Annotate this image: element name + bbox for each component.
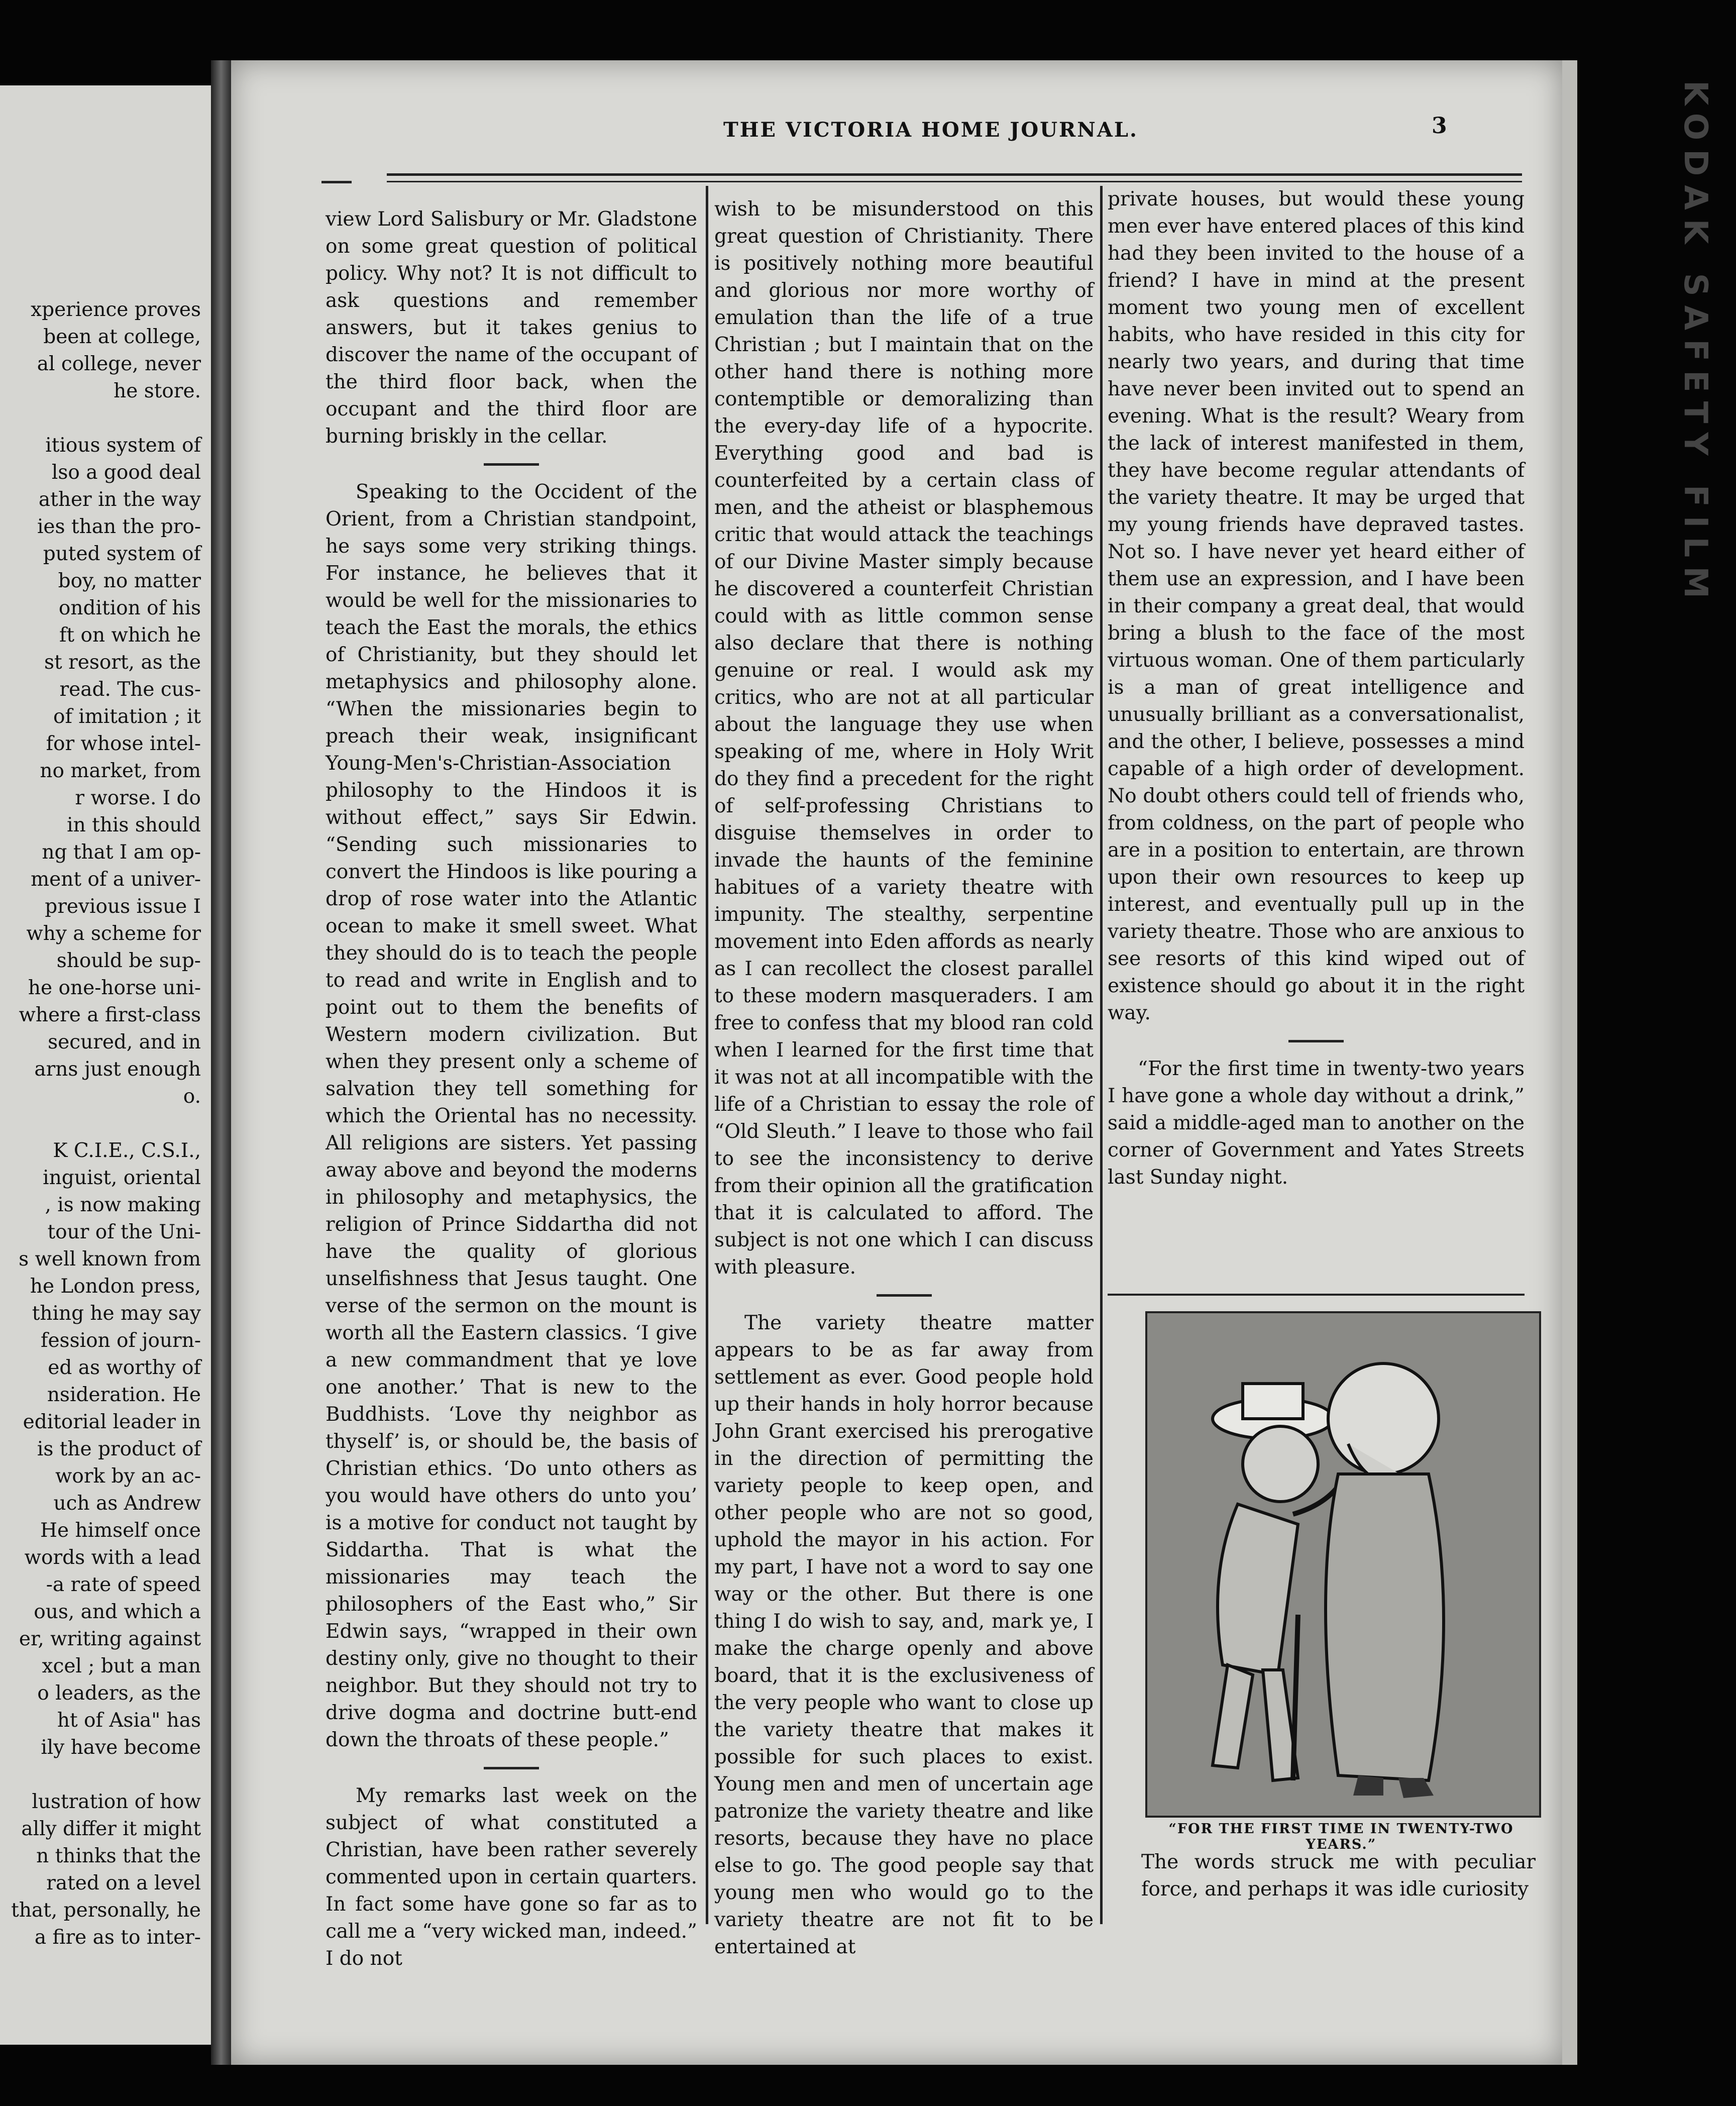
facing-page-line: ous, and which a [34, 1601, 201, 1623]
facing-page-line: lustration of how [32, 1791, 201, 1813]
facing-page-line: a fire as to inter- [34, 1926, 201, 1949]
illustration-caption: “FOR THE FIRST TIME IN TWENTY-TWO YEARS.” [1168, 1821, 1514, 1852]
column-3-continued [1141, 1849, 1536, 1903]
facing-page-line: tour of the Uni- [47, 1221, 201, 1243]
col1-paragraph-2: Speaking to the Occident of the Orient, from a Christian standpoint, he says some very striking things. For instance, he believes that it would be well for the missionaries to teach the East the morals, the ethics of Christianity, but they should let metaphysics and philosophy alone. “When the missionaries begin to preach their weak, insignificant Young-Men's-Christian-Association philosophy to the Hindoos it is without effect,” says Sir Edwin. “Sending such missionaries to convert the Hindoos is like pouring a drop of rose water into the Atlantic ocean to make it smell sweet. What they should do is to teach the people to read and write in English and to point out to them the benefits of Western modern civilization. But when they present only a scheme of salvation they tell something for which the Oriental has no necessity. All religions are sisters. Yet passing away above and beyond the moderns in philosophy and metaphysics, the religion of Prince Siddartha did not have the quality of glorious unselfishness that Jesus taught. One verse of the sermon on the mount is worth all the Eastern classics. ‘I give a new commandment that ye love one another.’ That is new to the Buddhists. ‘Love thy neighbor as thyself’ is, or should be, the basis of Christian ethics. ‘Do unto others as you would have others do unto you’ is a motive for conduct not taught by Siddartha. That is what the missionaries may teach the philosophers of the East who,” Sir Edwin says, “wrapped in their own destiny only, give no thought to their neighbor. But they should not try to drive dogma and doctrine butt-end down the throats of these people.” [325, 481, 697, 1751]
facing-page-line: r worse. I do [75, 787, 201, 809]
facing-page-line: ment of a univer- [31, 868, 201, 891]
page-edge [1562, 60, 1577, 2065]
facing-page-line: arns just enough [34, 1058, 201, 1081]
col3-paragraph-2: “For the first time in twenty-two years I have gone a whole day without a drink,” said a middle-aged man to another on the corner of Government and Yates Streets last Sunday night. [1108, 1058, 1525, 1189]
facing-page-line: should be sup- [56, 950, 201, 972]
facing-page-line: xcel ; but a man [42, 1655, 201, 1677]
facing-page-line: n thinks that the [36, 1845, 201, 1867]
facing-page-line: secured, and in [48, 1031, 201, 1054]
facing-page-line: s well known from [19, 1248, 201, 1271]
section-divider [484, 1767, 539, 1769]
section-divider [1288, 1040, 1344, 1042]
section-divider [484, 463, 539, 466]
facing-page-line: ft on which he [59, 624, 201, 647]
facing-page-line: of imitation ; it [53, 705, 201, 728]
two-men-cartoon [1147, 1313, 1539, 1816]
facing-page-line: why a scheme for [26, 922, 201, 945]
facing-page-line: ily have become [41, 1736, 201, 1759]
facing-page-line: is the product of [37, 1438, 201, 1460]
facing-page-line: xperience proves [31, 298, 201, 321]
col1-paragraph-3: My remarks last week on the subject of what constituted a Christian, have been rather severely commented upon in certain quarters. In fact some have gone so far as to call me a “very wicked man, indeed.” I do not [325, 1784, 697, 1970]
facing-page-line: fession of journ- [41, 1329, 201, 1352]
column-rule-1 [706, 186, 708, 1924]
col3-paragraph-1: private houses, but would these young men ever have entered places of this kind had they been invited to the house of a friend? I have in mind at the present moment two young men of excellent habits, who have resided in this city for nearly two years, and during that time have never been invited out to spend an evening. What is the result? Weary from the lack of interest manifested in them, they have become regular attendants of the variety theatre. It may be urged that my young friends have depraved tastes. Not so. I have never yet heard either of them use an expression, and I have been in their company a great deal, that would bring a blush to the face of the most virtuous woman. One of them particularly is a man of great intelligence and unusually brilliant as a conversationalist, and the other, I believe, possesses a mind capable of a high order of development. No doubt others could tell of friends who, from coldness, on the part of people who are in a position to entertain, are thrown upon their own resources to keep up interest, and eventually pull up in the variety theatre. Those who are anxious to see resorts of this kind wiped out of existence should go about it in the right way. [1108, 188, 1525, 1024]
column-3 [1108, 186, 1525, 1191]
facing-page-line: editorial leader in [23, 1411, 201, 1433]
facing-page-line: work by an ac- [55, 1465, 201, 1488]
facing-page-fragments [10, 296, 201, 1951]
col1-paragraph-1: view Lord Salisbury or Mr. Gladstone on some great question of political policy. Why not? It is not difficult to ask questions and remember answers, but it takes genius to discover the name of the occupant of the third floor back, when the occupant and the third floor are burning briskly in the cellar. [325, 208, 697, 448]
cartoon-illustration [1145, 1311, 1541, 1818]
facing-page-line: been at college, [43, 326, 201, 348]
facing-page-line: o leaders, as the [37, 1682, 201, 1705]
facing-page-line: , is now making [45, 1194, 201, 1216]
page-number: 3 [1432, 113, 1447, 139]
facing-page-line: ally differ it might [21, 1818, 201, 1840]
header-rule-bottom [387, 181, 1522, 182]
facing-page-line: that, personally, he [11, 1899, 201, 1922]
facing-page-line [10, 1761, 201, 1788]
facing-page-line: boy, no matter [58, 570, 201, 592]
facing-page-line: read. The cus- [59, 678, 201, 701]
facing-page-line: lso a good deal [51, 461, 201, 484]
facing-page-line: K C.I.E., C.S.I., [53, 1139, 201, 1162]
column-2 [714, 196, 1094, 1961]
facing-page-line: he one-horse uni- [28, 977, 201, 999]
facing-page-line: nsideration. He [47, 1384, 201, 1406]
facing-page-line [10, 1110, 201, 1137]
facing-page-line: no market, from [40, 760, 201, 782]
journal-title: THE VICTORIA HOME JOURNAL. [723, 118, 1138, 142]
facing-page-line: ng that I am op- [42, 841, 201, 864]
column-rule-2 [1100, 186, 1103, 1924]
column-1 [325, 206, 697, 1972]
facing-page-line: he store. [114, 380, 201, 402]
facing-page-line: -a rate of speed [46, 1573, 201, 1596]
facing-page-line: previous issue I [45, 895, 201, 918]
facing-page-line: er, writing against [19, 1628, 201, 1650]
facing-page-line: puted system of [43, 543, 201, 565]
facing-page-line: he London press, [30, 1275, 201, 1298]
page-gutter [211, 60, 231, 2065]
facing-page-line: itious system of [45, 434, 201, 457]
header-rule-top [387, 173, 1522, 176]
facing-page-line: in this should [67, 814, 201, 836]
facing-page [0, 85, 211, 2045]
corner-mark [321, 181, 352, 183]
illustration-rule [1108, 1294, 1525, 1296]
facing-page-line: al college, never [37, 353, 201, 375]
facing-page-line: for whose intel- [46, 732, 201, 755]
facing-page-line: o. [183, 1085, 201, 1108]
facing-page-line: ondition of his [58, 597, 201, 619]
section-divider [877, 1294, 932, 1297]
facing-page-line: thing he may say [32, 1302, 201, 1325]
facing-page-line: ather in the way [38, 488, 201, 511]
facing-page-line: uch as Andrew [53, 1492, 201, 1515]
facing-page-line: ed as worthy of [48, 1356, 201, 1379]
facing-page-line [10, 405, 201, 432]
facing-page-line: He himself once [40, 1519, 201, 1542]
col2-paragraph-2: The variety theatre matter appears to be as far away from settlement as ever. Good people hold up their hands in holy horror because John Grant exercised his prerogative in the direction of permitting the variety people to keep open, and other people who are not so good, uphold the mayor in his action. For my part, I have not a word to say one way or the other. But there is one thing I do wish to say, and, mark ye, I make the charge openly and above board, that it is the exclusiveness of the very people who want to close up the variety theatre that makes it possible for such places to exist. Young men and men of uncertain age patronize the variety theatre and like resorts, because they have no place else to go. The good people say that young men who would go to the variety theatre are not fit to be entertained at [714, 1312, 1094, 1958]
facing-page-line: st resort, as the [44, 651, 201, 674]
facing-page-line: words with a lead [24, 1546, 201, 1569]
film-edge-strip [1673, 80, 1723, 2050]
facing-page-line: ies than the pro- [37, 515, 201, 538]
facing-page-line: inguist, oriental [43, 1167, 201, 1189]
film-edge-text: KODAK SAFETY FILM [1677, 80, 1714, 607]
facing-page-line: where a first-class [19, 1004, 201, 1026]
facing-page-line: rated on a level [46, 1872, 201, 1894]
col2-paragraph-1: wish to be misunderstood on this great question of Christianity. There is positively nothing more beautiful and glorious nor more worthy of emulation than the life of a true Christian ; but I maintain that on the other hand there is nothing more contemptible or demoralizing than the every-day life of a hypocrite. Everything good and bad is counterfeited by a certain class of men, and the atheist or blasphemous critic that would attack the teachings of our Divine Master simply because he discovered a counterfeit Christian could with as little common sense also declare that there is nothing genuine or real. I would ask my critics, who are not at all particular about the language they use when speaking of me, where in Holy Writ do they find a precedent for the right of self-professing Christians to disguise themselves in order to invade the haunts of the feminine habitues of a variety theatre with impunity. The stealthy, serpentine movement into Eden affords as nearly as I can recollect the closest parallel to these modern masqueraders. I am free to confess that my blood ran cold when I learned for the first time that it was not at all incompatible with the life of a Christian to essay the role of “Old Sleuth.” I leave to those who fail to see the inconsistency to derive from their opinion all the gratification that it is calculated to afford. The subject is not one which I can discuss with pleasure. [714, 198, 1094, 1279]
facing-page-line: ht of Asia" has [57, 1709, 201, 1732]
col3-paragraph-3: The words struck me with peculiar force, and perhaps it was idle curiosity [1141, 1851, 1536, 1901]
